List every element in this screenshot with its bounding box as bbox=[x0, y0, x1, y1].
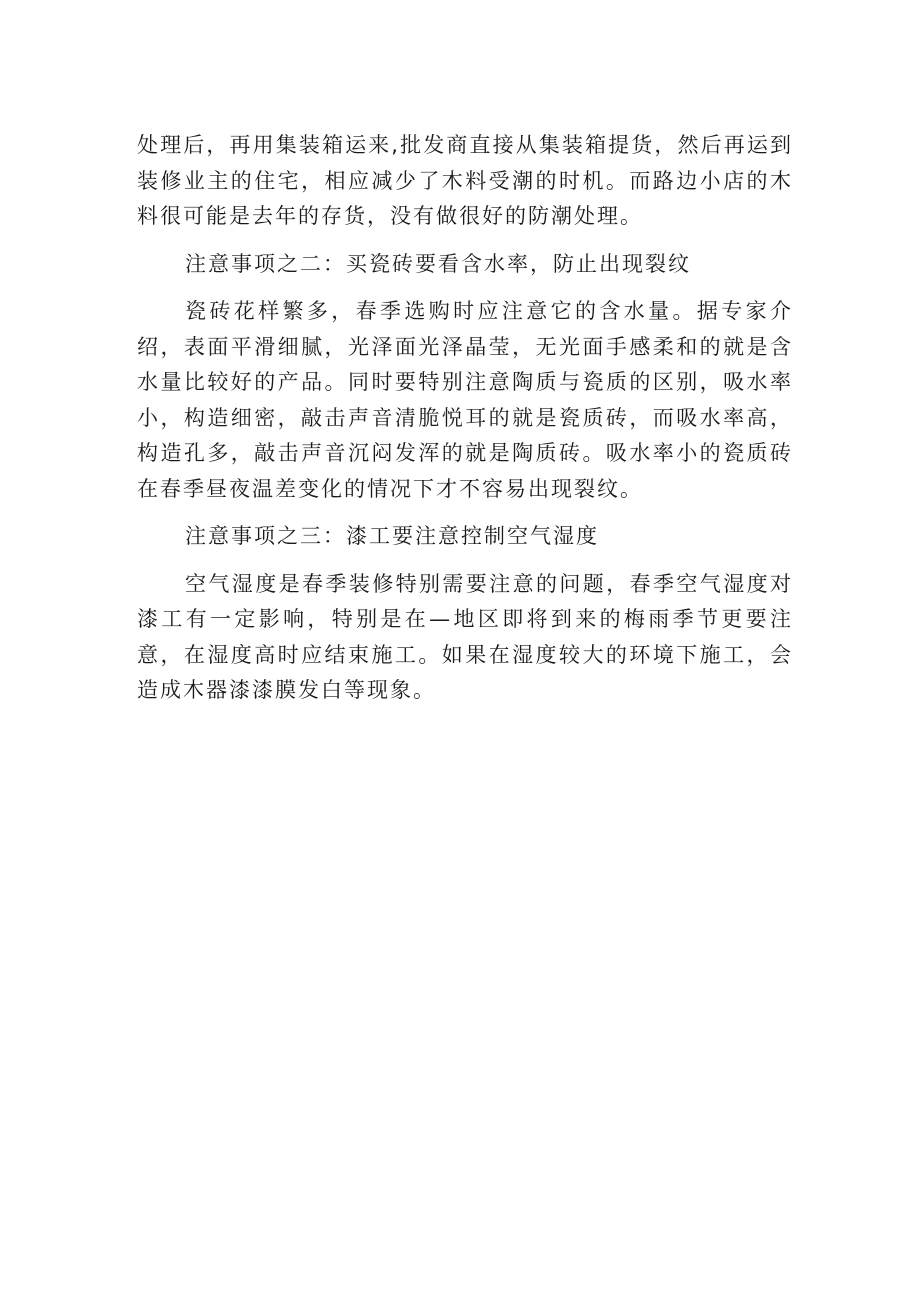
heading-tip-two: 注意事项之二：买瓷砖要看含水率，防止出现裂纹 bbox=[185, 251, 691, 276]
heading-tip-three: 注意事项之三：漆工要注意控制空气湿度 bbox=[185, 524, 599, 548]
document-body bbox=[137, 128, 793, 721]
paragraph-wood-storage: 处理后，再用集装箱运来,批发商直接从集装箱提货，然后再运到装修业主的住宅，相应减少了木料受潮的时机。而路边小店的木料很可能是去年的存货，没有做很好的防潮处理。 bbox=[137, 133, 793, 228]
paragraph-air-humidity: 空气湿度是春季装修特别需要注意的问题，春季空气湿度对漆工有一定影响，特别是在—地区即将到来的梅雨季节更要注意，在湿度高时应结束施工。如果在湿度较大的环境下施工，会造成木器漆漆膜发白等现象。 bbox=[137, 571, 793, 702]
paragraph-tile-moisture: 瓷砖花样繁多，春季选购时应注意它的含水量。据专家介绍，表面平滑细腻，光泽面光泽晶莹，无光面手感柔和的就是含水量比较好的产品。同时要特别注意陶质与瓷质的区别，吸水率小，构造细密，敲击声音清脆悦耳的就是瓷质砖，而吸水率高，构造孔多，敲击声音沉闷发浑的就是陶质砖。吸水率小的瓷质砖在春季昼夜温差变化的情况下才不容易出现裂纹。 bbox=[137, 299, 793, 501]
